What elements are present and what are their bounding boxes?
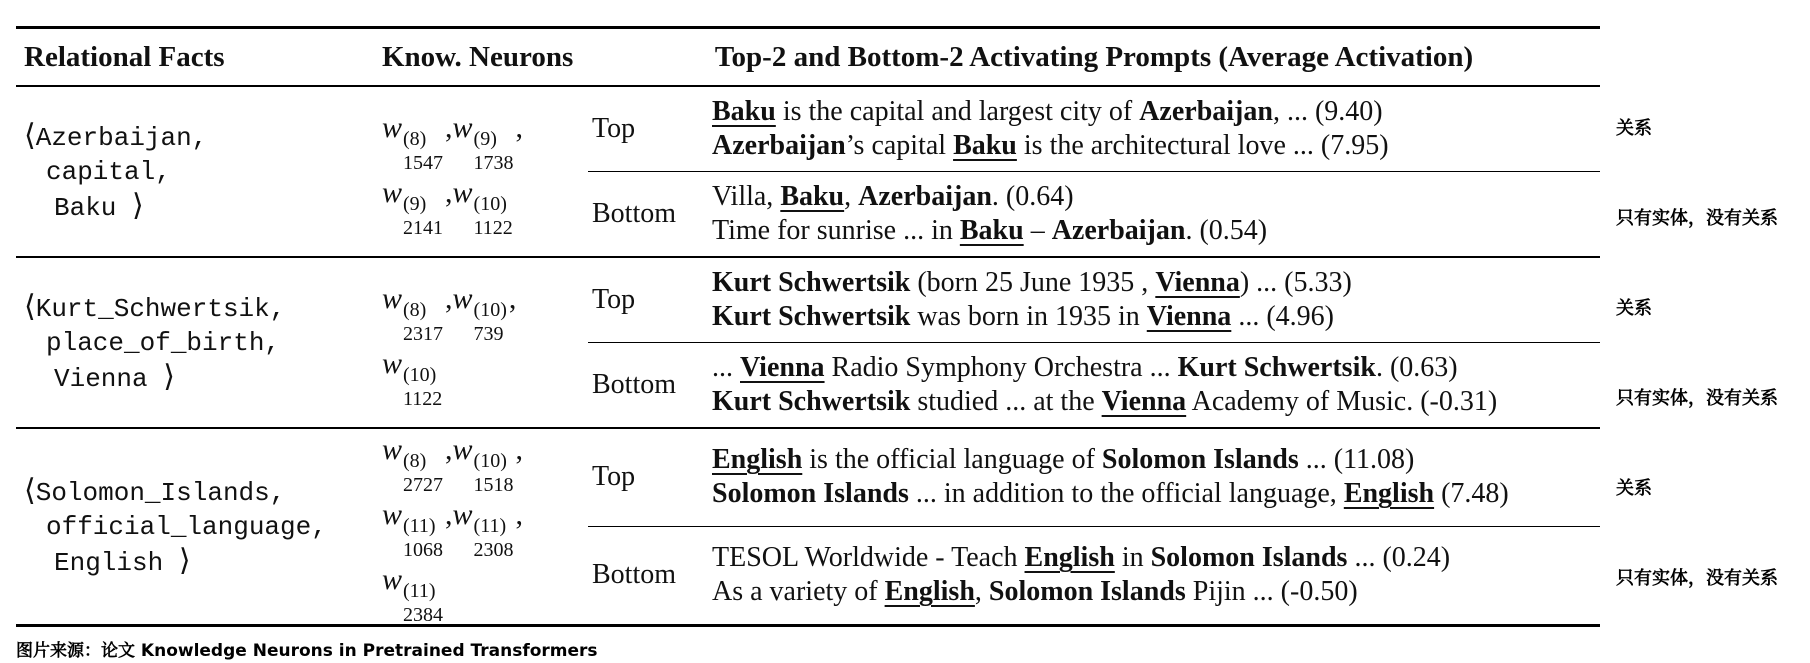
prompt-object-entity: English [1343, 478, 1435, 510]
prompt-text: ... [712, 352, 740, 383]
neuron-layer: (8) [403, 127, 427, 150]
fact-subject: Azerbaijan, [35, 122, 208, 153]
side-label-entity-only: 只有实体，没有关系 [1616, 568, 1778, 589]
prompt-object-entity: English [884, 576, 975, 608]
prompt-type-top: Top [592, 461, 636, 493]
neuron-index: 739 [473, 322, 504, 345]
knowledge-neurons: w (8) 2727 ,w (10) 1518 , w (11) 1068 ,w (11) 2308 , w (11) 2384 [374, 428, 588, 626]
prompt-text: studied ... at the [910, 386, 1102, 417]
relational-fact [16, 257, 374, 428]
neuron-layer: (10) [473, 450, 507, 472]
knowledge-neuron: w (8) 2727 [382, 433, 444, 496]
header-activating-prompts: Top-2 and Bottom-2 Activating Prompts (Average Activation) [714, 40, 1474, 73]
neuron-index: 1738 [473, 151, 514, 174]
neuron-layer: (11) [473, 515, 507, 537]
table-header-row [16, 28, 1600, 87]
prompt-type-bottom: Bottom [588, 172, 706, 258]
prompt-type-top: Top [592, 284, 636, 315]
prompt-text: Villa, [712, 181, 781, 212]
prompt-object-entity: Vienna [1155, 267, 1240, 298]
prompt-object-entity: English [1024, 542, 1115, 574]
prompt-text: ’s capital [845, 130, 954, 161]
prompt-text: Pijin ... (-0.50) [1185, 576, 1358, 608]
top-prompts [706, 86, 1600, 172]
prompt-text: , [844, 181, 859, 212]
neuron-index: 2727 [403, 474, 444, 496]
fact-open-angle: ⟨ [24, 118, 36, 152]
neuron-layer: (10) [403, 363, 437, 386]
prompt-text: , ... (9.40) [1272, 96, 1383, 127]
header-relational-facts: Relational Facts [24, 40, 225, 73]
knowledge-neuron: w (11) 1068 [382, 498, 444, 561]
prompt-text: ... (0.24) [1347, 542, 1451, 574]
fact-subject: Kurt_Schwertsik, [35, 293, 286, 324]
table-row [16, 428, 1600, 526]
prompt-type-bottom: Bottom [588, 343, 706, 429]
knowledge-neurons-table [16, 26, 1600, 627]
prompt-subject-entity: Kurt Schwertsik [712, 301, 911, 332]
fact-object: English [54, 547, 164, 578]
prompt-line [712, 385, 1592, 419]
prompt-subject-entity: Solomon Islands [712, 478, 909, 510]
knowledge-neuron: w (10) 739 [452, 281, 507, 345]
knowledge-neurons-table-wrap [16, 26, 1600, 627]
prompt-text: TESOL Worldwide - Teach [712, 542, 1025, 574]
prompt-object-entity: Baku [780, 181, 845, 212]
side-label-relation: 关系 [1616, 478, 1652, 499]
fact-subject: Solomon_Islands, [35, 477, 286, 508]
neuron-layer: (10) [473, 192, 507, 215]
prompt-text: , [974, 576, 989, 608]
top-prompts [706, 257, 1600, 343]
prompt-text: (7.48) [1434, 478, 1509, 510]
prompt-line [712, 575, 1592, 609]
fact-close-angle: ⟩ [163, 359, 175, 393]
top-prompts [706, 428, 1600, 526]
fact-open-angle: ⟨ [24, 289, 36, 323]
fact-relation: place_of_birth, [46, 327, 281, 358]
prompt-type-bottom: Bottom [588, 526, 706, 625]
header-know-neurons: Know. Neurons [382, 40, 574, 73]
prompt-text: ... in addition to the official language, [908, 478, 1344, 510]
knowledge-neuron: w (11) 2384 [382, 563, 444, 626]
prompt-text: Time for sunrise ... in [712, 215, 960, 246]
prompt-line [712, 95, 1592, 129]
prompt-text: As a variety of [712, 576, 885, 608]
prompt-line [712, 541, 1592, 575]
fact-object: Vienna [54, 363, 148, 394]
bottom-prompts [706, 172, 1600, 258]
knowledge-neuron: w (10) 1122 [382, 346, 443, 410]
bottom-prompts [706, 343, 1600, 429]
neuron-layer: (9) [403, 192, 427, 215]
prompt-text: ... (4.96) [1231, 301, 1334, 332]
neuron-index: 2308 [473, 539, 514, 561]
neuron-layer: (11) [403, 515, 436, 537]
prompt-text: . (0.63) [1375, 352, 1458, 383]
fact-relation: official_language, [46, 511, 327, 542]
relational-fact [16, 428, 374, 626]
fact-close-angle: ⟩ [132, 188, 144, 222]
prompt-subject-entity: Azerbaijan [858, 181, 992, 212]
fact-object: Baku [54, 192, 117, 223]
prompt-text: . (0.54) [1185, 215, 1268, 246]
image-source-caption: 图片来源：论文 Knowledge Neurons in Pretrained Transformers [16, 641, 598, 661]
prompt-line [712, 214, 1592, 248]
prompt-text: was born in 1935 in [910, 301, 1147, 332]
prompt-subject-entity: Kurt Schwertsik [712, 386, 911, 417]
fact-group-solomon-islands [16, 428, 1600, 626]
knowledge-neuron: w (8) 2317 [382, 281, 444, 345]
prompt-object-entity: Vienna [1146, 301, 1232, 332]
fact-close-angle: ⟩ [178, 543, 191, 577]
prompt-text: (born 25 June 1935 , [910, 267, 1156, 298]
knowledge-neurons: w (8) 1547 ,w (9) 1738 , w (9) 2141 ,w (10) 1122 [374, 86, 588, 257]
prompt-object-entity: Baku [953, 130, 1017, 161]
prompt-line [712, 477, 1592, 511]
knowledge-neuron: w (10) 1518 [452, 433, 514, 496]
prompt-text: Radio Symphony Orchestra ... [824, 352, 1178, 383]
prompt-line [712, 180, 1592, 214]
fact-group-azerbaijan [16, 86, 1600, 257]
neuron-layer: (9) [473, 127, 497, 150]
prompt-text: is the architectural love ... (7.95) [1016, 130, 1389, 161]
knowledge-neurons: w (8) 2317 ,w (10) 739 , w (10) 1122 [374, 257, 588, 428]
side-label-relation: 关系 [1616, 118, 1652, 139]
table-row [16, 257, 1600, 343]
prompt-text: ... (11.08) [1298, 444, 1415, 476]
knowledge-neuron: w (11) 2308 [452, 498, 514, 561]
prompt-text: . (0.64) [991, 181, 1074, 212]
knowledge-neuron: w (10) 1122 [452, 175, 513, 239]
prompt-subject-entity: Azerbaijan [1051, 215, 1186, 246]
side-label-relation: 关系 [1616, 298, 1652, 319]
relational-fact [16, 86, 374, 257]
neuron-index: 2384 [403, 604, 444, 626]
prompt-text: ) ... (5.33) [1239, 267, 1352, 298]
neuron-index: 1547 [403, 151, 444, 174]
prompt-text: is the capital and largest city of [775, 96, 1140, 127]
neuron-index: 1518 [473, 474, 514, 496]
fact-relation: capital, [46, 156, 171, 187]
side-label-entity-only: 只有实体，没有关系 [1616, 208, 1778, 229]
prompt-subject-entity: Solomon Islands [1101, 444, 1299, 476]
prompt-subject-entity: Kurt Schwertsik [712, 267, 911, 298]
neuron-index: 2141 [403, 216, 444, 239]
prompt-subject-entity: Solomon Islands [988, 576, 1186, 608]
neuron-layer: (8) [403, 298, 427, 321]
neuron-layer: (10) [473, 298, 507, 321]
prompt-object-entity: Baku [712, 96, 776, 127]
prompt-line [712, 443, 1592, 477]
fact-open-angle: ⟨ [24, 473, 36, 507]
prompt-object-entity: Vienna [1101, 386, 1187, 417]
prompt-text: in [1114, 542, 1151, 574]
table-row [16, 86, 1600, 172]
prompt-line [712, 129, 1592, 163]
neuron-index: 2317 [403, 322, 444, 345]
prompt-subject-entity: Kurt Schwertsik [1177, 352, 1376, 383]
prompt-line [712, 300, 1592, 334]
prompt-line [712, 266, 1592, 300]
prompt-subject-entity: Solomon Islands [1150, 542, 1348, 574]
prompt-object-entity: Baku [959, 215, 1024, 246]
knowledge-neuron: w (9) 1738 [452, 110, 514, 174]
knowledge-neuron: w (9) 2141 [382, 175, 444, 239]
neuron-layer: (11) [403, 580, 436, 602]
neuron-index: 1122 [403, 387, 443, 410]
prompt-subject-entity: Azerbaijan [1139, 96, 1273, 127]
prompt-object-entity: English [712, 444, 803, 476]
prompt-object-entity: Vienna [740, 352, 825, 383]
prompt-subject-entity: Azerbaijan [712, 130, 846, 161]
prompt-line [712, 351, 1592, 385]
side-label-entity-only: 只有实体，没有关系 [1616, 388, 1778, 409]
neuron-layer: (8) [403, 450, 427, 472]
neuron-index: 1068 [403, 539, 444, 561]
prompt-text: – [1023, 215, 1052, 246]
prompt-text: Academy of Music. (-0.31) [1186, 386, 1498, 417]
neuron-index: 1122 [473, 216, 513, 239]
bottom-prompts [706, 526, 1600, 625]
fact-group-kurt-schwertsik [16, 257, 1600, 428]
prompt-text: is the official language of [802, 444, 1102, 476]
prompt-type-top: Top [592, 113, 636, 144]
knowledge-neuron: w (8) 1547 [382, 110, 444, 174]
